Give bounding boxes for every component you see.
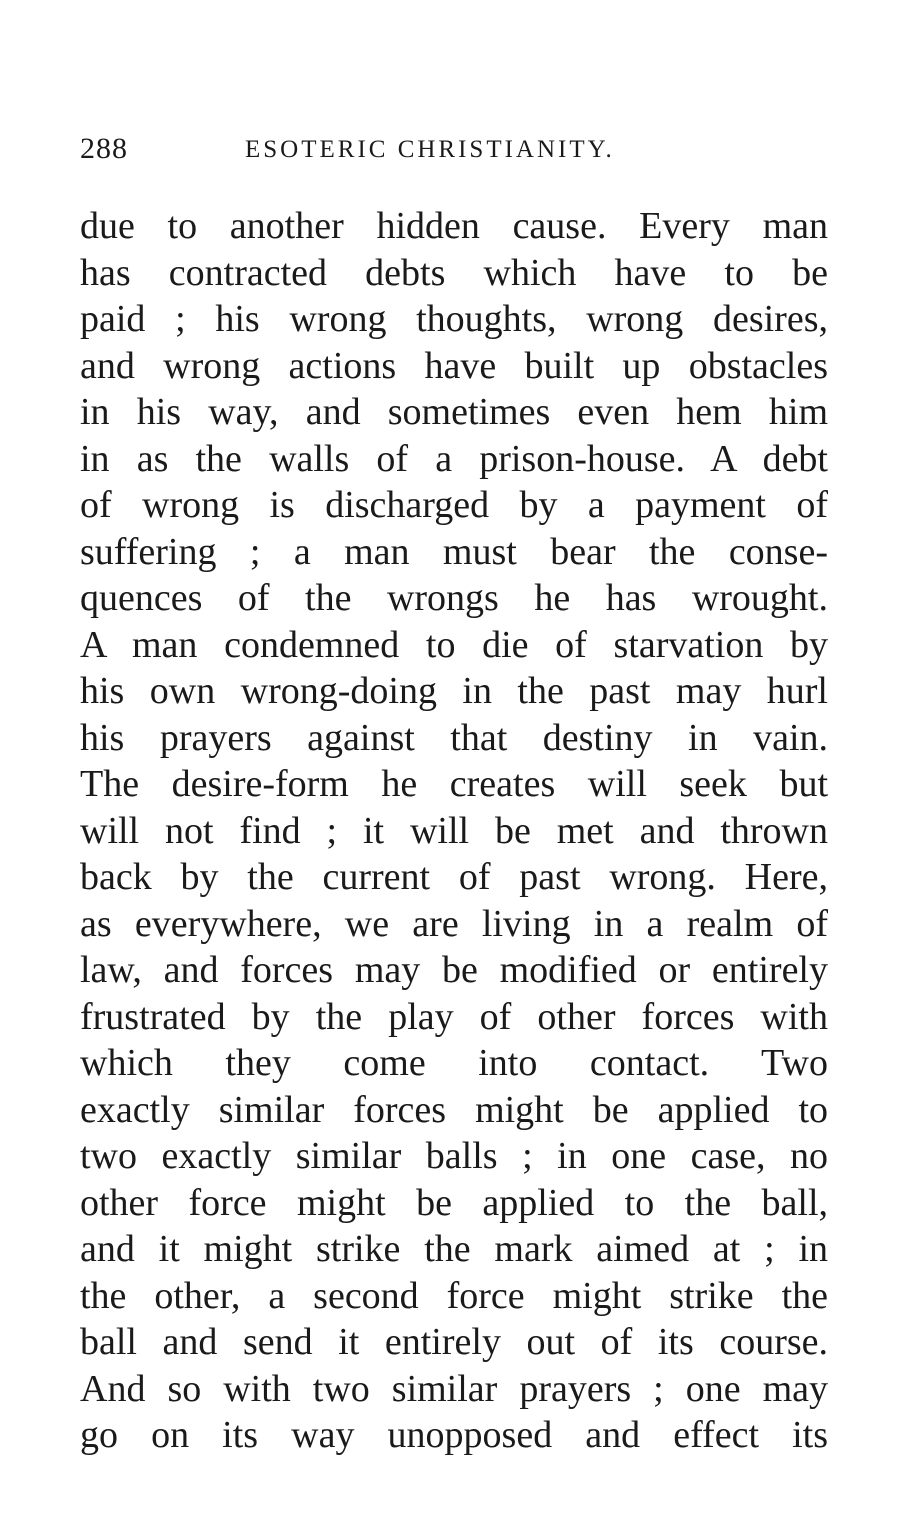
text-line: two exactly similar balls ; in one case, no	[80, 1135, 828, 1177]
text-line: has contracted debts which have to be	[80, 251, 828, 294]
text-line: his own wrong-doing in the past may hurl	[80, 670, 828, 712]
text-line: in his way, and sometimes even hem him	[80, 391, 828, 433]
text-line: A man condemned to die of starvation by	[80, 623, 828, 666]
running-head	[80, 132, 820, 172]
text-line: due to another hidden cause. Every man	[80, 205, 828, 247]
running-title: ESOTERIC CHRISTIANITY.	[245, 136, 615, 163]
text-line: of wrong is discharged by a payment of	[80, 484, 828, 526]
text-line: back by the current of past wrong. Here,	[80, 856, 828, 898]
text-line: exactly similar forces might be applied to	[80, 1088, 828, 1131]
body-text	[80, 203, 828, 1459]
text-line: as everywhere, we are living in a realm of	[80, 902, 828, 945]
text-line: law, and forces may be modified or entirely	[80, 949, 828, 991]
text-line: The desire-form he creates will seek but	[80, 763, 828, 805]
text-line: suffering ; a man must bear the conse-	[80, 530, 828, 573]
text-line: in as the walls of a prison-house. A debt	[80, 437, 828, 480]
text-line: quences of the wrongs he has wrought.	[80, 577, 828, 619]
text-line: other force might be applied to the ball,	[80, 1181, 828, 1224]
page-number: 288	[80, 132, 128, 165]
text-line: And so with two similar prayers ; one may	[80, 1367, 828, 1410]
text-line: which they come into contact. Two	[80, 1042, 828, 1084]
text-line: the other, a second force might strike the	[80, 1274, 828, 1317]
text-line: and wrong actions have built up obstacles	[80, 344, 828, 387]
text-line: his prayers against that destiny in vain.	[80, 716, 828, 759]
text-line: paid ; his wrong thoughts, wrong desires,	[80, 298, 828, 340]
text-line: go on its way unopposed and effect its	[80, 1414, 828, 1456]
text-line: and it might strike the mark aimed at ; in	[80, 1228, 828, 1270]
text-line: ball and send it entirely out of its course.	[80, 1321, 828, 1363]
text-line: will not find ; it will be met and thrown	[80, 809, 828, 852]
text-line: frustrated by the play of other forces with	[80, 995, 828, 1038]
